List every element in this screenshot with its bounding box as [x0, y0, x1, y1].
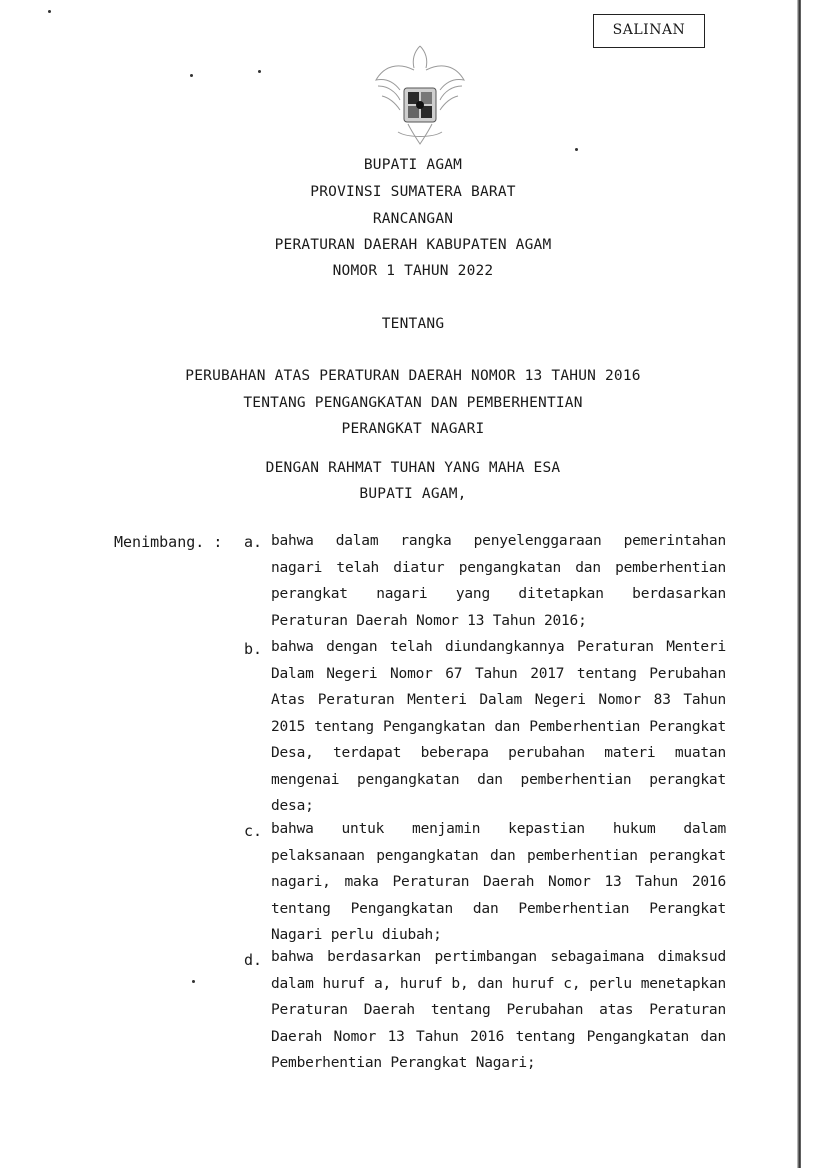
scan-edge-shadow — [797, 0, 801, 1168]
scan-speck — [190, 74, 193, 77]
subject-line-2: TENTANG PENGANGKATAN DAN PEMBERHENTIAN — [243, 395, 583, 411]
consideration-b: bahwa dengan telah diundangkannya Peraturan Menteri Dalam Negeri Nomor 67 Tahun 2017 tentang Perubahan Atas Peraturan Menteri Dalam Negeri Nomor 83 Tahun 2015 tentang Pengangkatan dan Pemberhentian Perangkat Desa, terdapat beberapa perubahan materi muatan mengenai pengangkatan dan pemberhentian perangkat desa; — [271, 639, 726, 814]
scan-speck — [575, 148, 578, 151]
tentang-heading: TENTANG — [381, 316, 445, 332]
item-letter-b: b. — [244, 640, 263, 658]
menimbang-label — [114, 533, 231, 551]
consideration-c: bahwa untuk menjamin kepastian hukum dalam pelaksanaan pengangkatan dan pemberhentian perangkat nagari, maka Peraturan Daerah Nomor 13 Tahun 2016 tentang Pengangkatan dan Pemberhentian Perangkat Nagari perlu diubah; — [271, 821, 726, 943]
subject-line-1: PERUBAHAN ATAS PERATURAN DAERAH NOMOR 13 TAHUN 2016 — [185, 368, 641, 384]
consideration-a: bahwa dalam rangka penyelenggaraan pemerintahan nagari telah diatur pengangkatan dan pemberhentian perangkat nagari yang ditetapkan berdasarkan Peraturan Daerah Nomor 13 Tahun 2016; — [271, 533, 726, 629]
issuer-signature-line: BUPATI AGAM, — [359, 486, 467, 502]
item-letter-a: a. — [244, 533, 263, 551]
scan-speck — [48, 10, 51, 13]
issuer-title: BUPATI AGAM — [363, 157, 463, 173]
item-letter-d: d. — [244, 951, 263, 969]
blessing-line: DENGAN RAHMAT TUHAN YANG MAHA ESA — [265, 460, 561, 476]
item-letter-c: c. — [244, 822, 263, 840]
scan-speck — [258, 70, 261, 73]
regulation-title: PERATURAN DAERAH KABUPATEN AGAM — [274, 237, 552, 253]
subject-line-3: PERANGKAT NAGARI — [341, 421, 485, 437]
menimbang-separator: . : — [195, 533, 232, 551]
salinan-stamp: SALINAN — [593, 14, 705, 48]
garuda-emblem-icon — [368, 40, 472, 148]
regulation-number: NOMOR 1 TAHUN 2022 — [332, 263, 494, 279]
menimbang-text: Menimbang — [114, 533, 196, 551]
province-title: PROVINSI SUMATERA BARAT — [310, 184, 516, 200]
consideration-d: bahwa berdasarkan pertimbangan sebagaimana dimaksud dalam huruf a, huruf b, dan huruf c, perlu menetapkan Peraturan Daerah tentang Perubahan atas Peraturan Daerah Nomor 13 Tahun 2016 tentang Pengangkatan dan Pemberhentian Perangkat Nagari; — [271, 949, 726, 1071]
draft-label: RANCANGAN — [372, 211, 454, 227]
scan-speck — [192, 980, 195, 983]
